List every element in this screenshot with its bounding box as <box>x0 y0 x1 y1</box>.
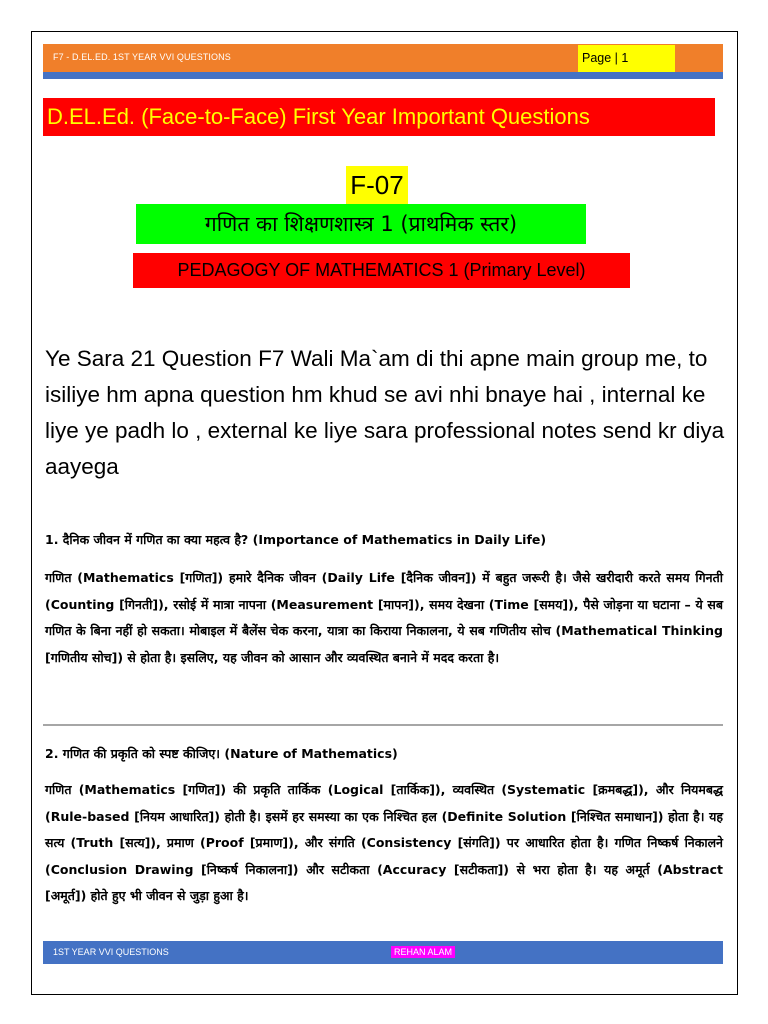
question-2-answer: गणित (Mathematics [गणित]) की प्रकृति तार्किक (Logical [तार्किक]), व्यवस्थित (Systematic [क्रमबद्ध]), और नियमबद्ध (Rule-based [नियम आधारित]) होती है। इसमें हर समस्या का एक निश्चित हल (Definite Solution [निश्चित समाधान]) होता है। यह सत्य (Truth [सत्य]), प्रमाण (Proof [प्रमाण]), और संगति (Consistency [संगति]) पर आधारित होता है। गणित निष्कर्ष निकालने (Conclusion Drawing [निष्कर्ष निकालना]) और सटीकता (Accuracy [सटीकता]) से भरा होता है। यह अमूर्त (Abstract [अमूर्त]) होते हुए भी जीवन से जुड़ा हुआ है। <box>45 782 723 903</box>
page-number-badge: Page | 1 <box>578 45 675 72</box>
header-underline <box>43 72 723 79</box>
footer-title: 1ST YEAR VVI QUESTIONS <box>53 947 169 957</box>
header-title: F7 - D.EL.ED. 1ST YEAR VVI QUESTIONS <box>53 52 231 62</box>
intro-paragraph: Ye Sara 21 Question F7 Wali Ma`am di thi apne main group me, to isiliye hm apna question hm khud se avi nhi bnaye hai , internal ke liye ye padh lo , external ke liye sara professional notes send kr diya aayega <box>45 346 725 479</box>
question-2-heading: 2. गणित की प्रकृति को स्पष्ट कीजिए। (Nature of Mathematics) <box>45 746 398 761</box>
question-1-heading: 1. दैनिक जीवन में गणित का क्या महत्व है? (Importance of Mathematics in Daily Life) <box>45 532 547 547</box>
footer-author-badge: REHAN ALAM <box>391 946 455 958</box>
subject-code: F-07 <box>346 166 408 204</box>
english-subject-title: PEDAGOGY OF MATHEMATICS 1 (Primary Level) <box>133 253 630 288</box>
question-1-answer: गणित (Mathematics [गणित]) हमारे दैनिक जीवन (Daily Life [दैनिक जीवन]) में बहुत जरूरी है। जैसे खरीदारी करते समय गिनती (Counting [गिनती]), रसोई में मात्रा नापना (Measurement [मापन]), समय देखना (Time [समय]), पैसे जोड़ना या घटाना – ये सब गणित के बिना नहीं हो सकता। मोबाइल में बैलेंस चेक करना, यात्रा का किराया निकालना, ये सब गणितीय सोच (Mathematical Thinking [गणितीय सोच]) से होता है। इसलिए, यह जीवन को आसान और व्यवस्थित बनाने में मदद करता है। <box>45 570 723 665</box>
section-divider <box>43 724 723 726</box>
hindi-subject-title: गणित का शिक्षणशास्त्र 1 (प्राथमिक स्तर) <box>136 204 586 244</box>
main-heading: D.EL.Ed. (Face-to-Face) First Year Important Questions <box>43 98 715 136</box>
